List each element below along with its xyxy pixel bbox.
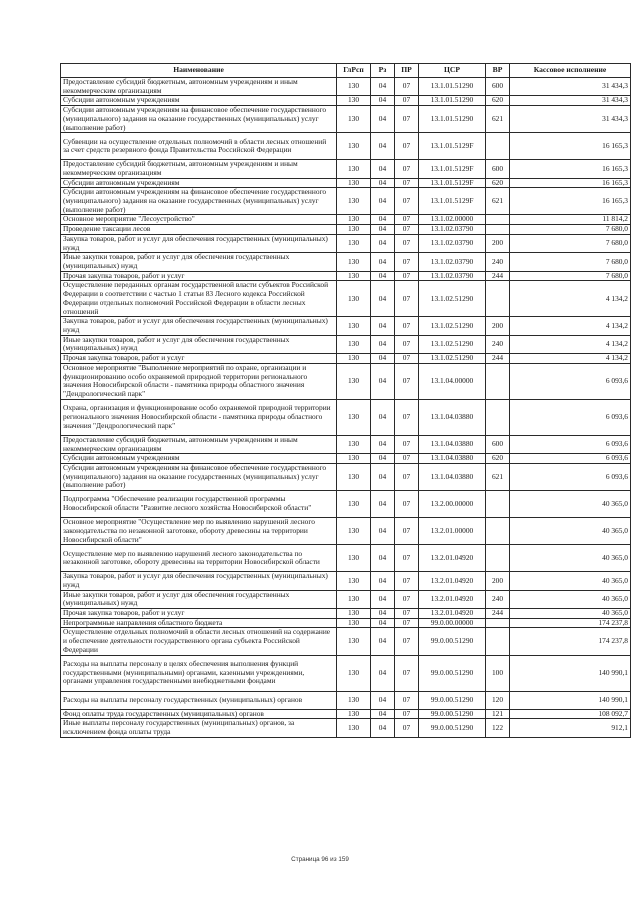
cell-subsection: 07 xyxy=(395,271,419,281)
cell-section: 04 xyxy=(371,628,395,655)
table-row xyxy=(61,618,631,628)
cell-target-article: 13.1.01.5129F xyxy=(419,188,486,215)
cell-grbs: 130 xyxy=(337,133,371,160)
cell-name: Осуществление переданных органам государственной власти субъектов Российской Федерации в соответствии с частью 1 статьи 83 Лесного кодекса Российской Федерации отдельных полномочий Российской Федерации в области лесных отношений xyxy=(61,281,337,317)
cell-section: 04 xyxy=(371,609,395,619)
cell-target-article: 13.1.01.51290 xyxy=(419,96,486,106)
table-row xyxy=(61,454,631,464)
cell-section: 04 xyxy=(371,271,395,281)
cell-expense-type: 100 xyxy=(486,655,510,691)
cell-grbs: 130 xyxy=(337,399,371,435)
cell-name: Субсидии автономным учреждениям на финансовое обеспечение государственного (муниципального) задания на оказание государственных (муниципальных) услуг (выполнение работ) xyxy=(61,106,337,133)
cell-grbs: 130 xyxy=(337,454,371,464)
cell-amount: 11 814,2 xyxy=(510,215,631,225)
cell-amount: 6 093,6 xyxy=(510,454,631,464)
cell-name: Субсидии автономным учреждениям на финансовое обеспечение государственного (муниципального) задания на оказание государственных (муниципальных) услуг (выполнение работ) xyxy=(61,463,337,490)
cell-amount: 40 365,0 xyxy=(510,590,631,608)
cell-section: 04 xyxy=(371,133,395,160)
cell-amount: 40 365,0 xyxy=(510,609,631,619)
cell-expense-type: 240 xyxy=(486,335,510,353)
cell-name: Прочая закупка товаров, работ и услуг xyxy=(61,271,337,281)
cell-expense-type: 600 xyxy=(486,78,510,96)
cell-grbs: 130 xyxy=(337,655,371,691)
cell-grbs: 130 xyxy=(337,78,371,96)
cell-grbs: 130 xyxy=(337,281,371,317)
cell-expense-type: 600 xyxy=(486,160,510,178)
cell-section: 04 xyxy=(371,399,395,435)
cell-target-article: 13.2.01.04920 xyxy=(419,572,486,590)
cell-name: Прочая закупка товаров, работ и услуг xyxy=(61,354,337,364)
cell-grbs: 130 xyxy=(337,317,371,335)
cell-amount: 40 365,0 xyxy=(510,545,631,572)
header-subsection: ПР xyxy=(395,64,419,78)
cell-target-article: 99.0.00.51290 xyxy=(419,719,486,737)
cell-subsection: 07 xyxy=(395,518,419,545)
cell-section: 04 xyxy=(371,188,395,215)
cell-amount: 7 680,0 xyxy=(510,253,631,271)
cell-grbs: 130 xyxy=(337,234,371,252)
cell-grbs: 130 xyxy=(337,160,371,178)
cell-name: Охрана, организация и функционирование особо охраняемой природной территории регионального значения Новосибирской области - памятника природы областного значения "Дендрологический парк" xyxy=(61,399,337,435)
table-row xyxy=(61,545,631,572)
cell-expense-type xyxy=(486,628,510,655)
cell-section: 04 xyxy=(371,160,395,178)
table-row xyxy=(61,317,631,335)
cell-grbs: 130 xyxy=(337,572,371,590)
cell-amount: 40 365,0 xyxy=(510,572,631,590)
cell-target-article: 13.2.01.04920 xyxy=(419,609,486,619)
cell-section: 04 xyxy=(371,225,395,235)
header-cash-execution: Кассовое исполнение xyxy=(510,64,631,78)
cell-target-article: 13.1.02.00000 xyxy=(419,215,486,225)
cell-section: 04 xyxy=(371,78,395,96)
cell-name: Непрограммные направления областного бюджета xyxy=(61,618,337,628)
cell-expense-type: 621 xyxy=(486,188,510,215)
cell-target-article: 13.1.01.51290 xyxy=(419,78,486,96)
cell-amount: 40 365,0 xyxy=(510,491,631,518)
cell-subsection: 07 xyxy=(395,463,419,490)
cell-section: 04 xyxy=(371,454,395,464)
header-grbs: ГлРсп xyxy=(337,64,371,78)
cell-name: Основное мероприятие "Лесоустройство" xyxy=(61,215,337,225)
table-row xyxy=(61,399,631,435)
cell-target-article: 13.1.02.51290 xyxy=(419,335,486,353)
cell-grbs: 130 xyxy=(337,719,371,737)
cell-amount: 6 093,6 xyxy=(510,463,631,490)
cell-target-article: 99.0.00.51290 xyxy=(419,691,486,709)
cell-subsection: 07 xyxy=(395,399,419,435)
cell-target-article: 99.0.00.51290 xyxy=(419,709,486,719)
cell-section: 04 xyxy=(371,317,395,335)
cell-expense-type: 244 xyxy=(486,271,510,281)
header-expense-type: ВР xyxy=(486,64,510,78)
cell-subsection: 07 xyxy=(395,719,419,737)
cell-expense-type: 620 xyxy=(486,178,510,188)
table-row xyxy=(61,133,631,160)
cell-target-article: 13.2.01.04920 xyxy=(419,545,486,572)
table-row xyxy=(61,719,631,737)
table-row xyxy=(61,691,631,709)
table-row xyxy=(61,572,631,590)
cell-grbs: 130 xyxy=(337,225,371,235)
cell-name: Прочая закупка товаров, работ и услуг xyxy=(61,609,337,619)
cell-amount: 16 165,3 xyxy=(510,178,631,188)
cell-subsection: 07 xyxy=(395,106,419,133)
cell-subsection: 07 xyxy=(395,215,419,225)
cell-subsection: 07 xyxy=(395,709,419,719)
cell-grbs: 130 xyxy=(337,271,371,281)
cell-subsection: 07 xyxy=(395,572,419,590)
cell-subsection: 07 xyxy=(395,335,419,353)
cell-grbs: 130 xyxy=(337,354,371,364)
cell-name: Подпрограмма "Обеспечение реализации государственной программы Новосибирской области "Развитие лесного хозяйства Новосибирской области" xyxy=(61,491,337,518)
table-row xyxy=(61,225,631,235)
cell-amount: 31 434,3 xyxy=(510,96,631,106)
cell-amount: 16 165,3 xyxy=(510,160,631,178)
cell-expense-type xyxy=(486,518,510,545)
cell-section: 04 xyxy=(371,719,395,737)
cell-expense-type: 240 xyxy=(486,590,510,608)
cell-grbs: 130 xyxy=(337,253,371,271)
cell-section: 04 xyxy=(371,281,395,317)
cell-grbs: 130 xyxy=(337,463,371,490)
cell-amount: 7 680,0 xyxy=(510,225,631,235)
cell-amount: 140 990,1 xyxy=(510,691,631,709)
cell-section: 04 xyxy=(371,691,395,709)
table-row xyxy=(61,188,631,215)
cell-expense-type: 621 xyxy=(486,463,510,490)
cell-section: 04 xyxy=(371,491,395,518)
table-row xyxy=(61,435,631,453)
cell-expense-type: 600 xyxy=(486,435,510,453)
cell-grbs: 130 xyxy=(337,491,371,518)
cell-name: Осуществление отдельных полномочий в области лесных отношений на содержание и обеспечение деятельности государственного органа субъекта Российской Федерации xyxy=(61,628,337,655)
table-row xyxy=(61,271,631,281)
header-name: Наименование xyxy=(61,64,337,78)
cell-target-article: 13.1.01.5129F xyxy=(419,160,486,178)
cell-subsection: 07 xyxy=(395,590,419,608)
cell-name: Закупка товаров, работ и услуг для обеспечения государственных (муниципальных) нужд xyxy=(61,572,337,590)
cell-expense-type: 244 xyxy=(486,609,510,619)
cell-target-article: 13.1.01.5129F xyxy=(419,133,486,160)
cell-grbs: 130 xyxy=(337,215,371,225)
cell-target-article: 13.1.04.00000 xyxy=(419,363,486,399)
cell-name: Основное мероприятие "Осуществление мер по выявлению нарушений лесного законодательства по незаконной заготовке, обороту древесины на территории Новосибирской области" xyxy=(61,518,337,545)
cell-subsection: 07 xyxy=(395,691,419,709)
cell-amount: 6 093,6 xyxy=(510,435,631,453)
cell-section: 04 xyxy=(371,618,395,628)
cell-grbs: 130 xyxy=(337,335,371,353)
table-row xyxy=(61,178,631,188)
cell-grbs: 130 xyxy=(337,363,371,399)
cell-expense-type xyxy=(486,225,510,235)
table-row xyxy=(61,628,631,655)
cell-section: 04 xyxy=(371,463,395,490)
cell-section: 04 xyxy=(371,363,395,399)
cell-section: 04 xyxy=(371,178,395,188)
table-row xyxy=(61,655,631,691)
cell-subsection: 07 xyxy=(395,454,419,464)
cell-name: Иные выплаты персоналу государственных (муниципальных) органов, за исключением фонда оплаты труда xyxy=(61,719,337,737)
table-row xyxy=(61,215,631,225)
cell-section: 04 xyxy=(371,106,395,133)
cell-section: 04 xyxy=(371,655,395,691)
cell-name: Субсидии автономным учреждениям xyxy=(61,454,337,464)
cell-subsection: 07 xyxy=(395,96,419,106)
cell-name: Иные закупки товаров, работ и услуг для обеспечения государственных (муниципальных) нужд xyxy=(61,253,337,271)
cell-expense-type xyxy=(486,618,510,628)
cell-section: 04 xyxy=(371,335,395,353)
page-number: Страница 96 из 159 xyxy=(291,856,349,863)
cell-subsection: 07 xyxy=(395,234,419,252)
header-section: Рз xyxy=(371,64,395,78)
cell-subsection: 07 xyxy=(395,491,419,518)
cell-subsection: 07 xyxy=(395,618,419,628)
cell-name: Субсидии автономным учреждениям xyxy=(61,178,337,188)
cell-subsection: 07 xyxy=(395,225,419,235)
cell-section: 04 xyxy=(371,354,395,364)
table-header-row xyxy=(61,64,631,78)
cell-name: Основное мероприятие "Выполнение мероприятий по охране, организации и функционированию особо охраняемой природной территории регионального значения Новосибирской области - памятника природы областного значения "Дендрологический парк" xyxy=(61,363,337,399)
cell-target-article: 13.1.02.03790 xyxy=(419,253,486,271)
cell-name: Иные закупки товаров, работ и услуг для обеспечения государственных (муниципальных) нужд xyxy=(61,335,337,353)
table-body xyxy=(61,78,631,738)
cell-name: Расходы на выплаты персоналу государственных (муниципальных) органов xyxy=(61,691,337,709)
cell-name: Осуществление мер по выявлению нарушений лесного законодательства по незаконной заготовке, обороту древесины на территории Новосибирской области xyxy=(61,545,337,572)
cell-expense-type: 200 xyxy=(486,317,510,335)
cell-name: Предоставление субсидий бюджетным, автономным учреждениям и иным некоммерческим организациям xyxy=(61,160,337,178)
header-target-article: ЦСР xyxy=(419,64,486,78)
cell-target-article: 99.0.00.00000 xyxy=(419,618,486,628)
table-row xyxy=(61,253,631,271)
cell-amount: 4 134,2 xyxy=(510,335,631,353)
cell-name: Предоставление субсидий бюджетным, автономным учреждениям и иным некоммерческим организациям xyxy=(61,435,337,453)
cell-section: 04 xyxy=(371,518,395,545)
cell-amount: 6 093,6 xyxy=(510,399,631,435)
cell-expense-type: 621 xyxy=(486,106,510,133)
cell-grbs: 130 xyxy=(337,435,371,453)
cell-expense-type: 240 xyxy=(486,253,510,271)
cell-expense-type xyxy=(486,363,510,399)
cell-grbs: 130 xyxy=(337,545,371,572)
cell-section: 04 xyxy=(371,572,395,590)
budget-table xyxy=(60,63,631,738)
cell-expense-type xyxy=(486,399,510,435)
cell-subsection: 07 xyxy=(395,435,419,453)
cell-expense-type: 200 xyxy=(486,234,510,252)
cell-target-article: 13.2.01.04920 xyxy=(419,590,486,608)
cell-section: 04 xyxy=(371,590,395,608)
cell-amount: 4 134,2 xyxy=(510,317,631,335)
cell-target-article: 99.0.00.51290 xyxy=(419,655,486,691)
cell-name: Закупка товаров, работ и услуг для обеспечения государственных (муниципальных) нужд xyxy=(61,317,337,335)
cell-expense-type: 620 xyxy=(486,96,510,106)
table-row xyxy=(61,78,631,96)
cell-target-article: 13.1.02.03790 xyxy=(419,234,486,252)
cell-target-article: 13.1.04.03880 xyxy=(419,463,486,490)
table-row xyxy=(61,518,631,545)
cell-expense-type xyxy=(486,133,510,160)
cell-grbs: 130 xyxy=(337,178,371,188)
cell-amount: 16 165,3 xyxy=(510,188,631,215)
cell-subsection: 07 xyxy=(395,281,419,317)
cell-section: 04 xyxy=(371,545,395,572)
cell-name: Проведение таксации лесов xyxy=(61,225,337,235)
cell-subsection: 07 xyxy=(395,133,419,160)
cell-amount: 140 990,1 xyxy=(510,655,631,691)
cell-grbs: 130 xyxy=(337,590,371,608)
cell-name: Закупка товаров, работ и услуг для обеспечения государственных (муниципальных) нужд xyxy=(61,234,337,252)
cell-amount: 174 237,8 xyxy=(510,618,631,628)
cell-amount: 7 680,0 xyxy=(510,234,631,252)
cell-name: Иные закупки товаров, работ и услуг для обеспечения государственных (муниципальных) нужд xyxy=(61,590,337,608)
cell-expense-type: 121 xyxy=(486,709,510,719)
cell-expense-type: 620 xyxy=(486,454,510,464)
table-row xyxy=(61,281,631,317)
cell-grbs: 130 xyxy=(337,96,371,106)
cell-expense-type xyxy=(486,491,510,518)
cell-name: Субсидии автономным учреждениям на финансовое обеспечение государственного (муниципального) задания на оказание государственных (муниципальных) услуг (выполнение работ) xyxy=(61,188,337,215)
cell-expense-type: 244 xyxy=(486,354,510,364)
cell-name: Предоставление субсидий бюджетным, автономным учреждениям и иным некоммерческим организациям xyxy=(61,78,337,96)
cell-grbs: 130 xyxy=(337,618,371,628)
cell-subsection: 07 xyxy=(395,188,419,215)
cell-subsection: 07 xyxy=(395,609,419,619)
cell-subsection: 07 xyxy=(395,628,419,655)
cell-subsection: 07 xyxy=(395,178,419,188)
cell-target-article: 13.1.04.03880 xyxy=(419,454,486,464)
cell-name: Фонд оплаты труда государственных (муниципальных) органов xyxy=(61,709,337,719)
table-row xyxy=(61,234,631,252)
table-row xyxy=(61,96,631,106)
cell-amount: 108 092,7 xyxy=(510,709,631,719)
cell-amount: 6 093,6 xyxy=(510,363,631,399)
cell-expense-type xyxy=(486,545,510,572)
cell-expense-type xyxy=(486,281,510,317)
cell-amount: 912,1 xyxy=(510,719,631,737)
cell-amount: 31 434,3 xyxy=(510,78,631,96)
cell-subsection: 07 xyxy=(395,545,419,572)
cell-target-article: 13.1.02.51290 xyxy=(419,317,486,335)
table-row xyxy=(61,354,631,364)
cell-subsection: 07 xyxy=(395,354,419,364)
cell-target-article: 13.1.02.51290 xyxy=(419,354,486,364)
cell-amount: 4 134,2 xyxy=(510,354,631,364)
cell-target-article: 13.1.02.03790 xyxy=(419,271,486,281)
cell-name: Субсидии автономным учреждениям xyxy=(61,96,337,106)
table-row xyxy=(61,463,631,490)
cell-name: Расходы на выплаты персоналу в целях обеспечения выполнения функций государственными (муниципальными) органами, казенными учреждениями, органами управления государственными внебюджетными фондами xyxy=(61,655,337,691)
cell-target-article: 13.2.00.00000 xyxy=(419,491,486,518)
table-row xyxy=(61,335,631,353)
cell-section: 04 xyxy=(371,215,395,225)
cell-expense-type: 120 xyxy=(486,691,510,709)
cell-target-article: 13.1.04.03880 xyxy=(419,399,486,435)
table-row xyxy=(61,609,631,619)
cell-amount: 7 680,0 xyxy=(510,271,631,281)
table-row xyxy=(61,590,631,608)
table-row xyxy=(61,491,631,518)
cell-grbs: 130 xyxy=(337,691,371,709)
cell-amount: 40 365,0 xyxy=(510,518,631,545)
cell-grbs: 130 xyxy=(337,188,371,215)
cell-amount: 4 134,2 xyxy=(510,281,631,317)
cell-subsection: 07 xyxy=(395,78,419,96)
cell-subsection: 07 xyxy=(395,363,419,399)
cell-target-article: 13.2.01.00000 xyxy=(419,518,486,545)
cell-target-article: 13.1.02.51290 xyxy=(419,281,486,317)
cell-section: 04 xyxy=(371,96,395,106)
cell-target-article: 13.1.04.03880 xyxy=(419,435,486,453)
table-row xyxy=(61,363,631,399)
table-row xyxy=(61,709,631,719)
cell-amount: 31 434,3 xyxy=(510,106,631,133)
cell-target-article: 13.1.01.5129F xyxy=(419,178,486,188)
cell-subsection: 07 xyxy=(395,655,419,691)
cell-amount: 16 165,3 xyxy=(510,133,631,160)
cell-subsection: 07 xyxy=(395,253,419,271)
cell-grbs: 130 xyxy=(337,106,371,133)
cell-name: Субвенции на осуществление отдельных полномочий в области лесных отношений за счет средств резервного фонда Правительства Российской Федерации xyxy=(61,133,337,160)
cell-grbs: 130 xyxy=(337,609,371,619)
cell-target-article: 99.0.00.51290 xyxy=(419,628,486,655)
table-row xyxy=(61,160,631,178)
cell-subsection: 07 xyxy=(395,317,419,335)
cell-expense-type: 122 xyxy=(486,719,510,737)
cell-section: 04 xyxy=(371,234,395,252)
cell-section: 04 xyxy=(371,709,395,719)
cell-subsection: 07 xyxy=(395,160,419,178)
cell-grbs: 130 xyxy=(337,628,371,655)
cell-expense-type xyxy=(486,215,510,225)
cell-section: 04 xyxy=(371,435,395,453)
cell-grbs: 130 xyxy=(337,518,371,545)
cell-amount: 174 237,8 xyxy=(510,628,631,655)
cell-grbs: 130 xyxy=(337,709,371,719)
cell-section: 04 xyxy=(371,253,395,271)
cell-expense-type: 200 xyxy=(486,572,510,590)
cell-target-article: 13.1.01.51290 xyxy=(419,106,486,133)
cell-target-article: 13.1.02.03790 xyxy=(419,225,486,235)
table-row xyxy=(61,106,631,133)
